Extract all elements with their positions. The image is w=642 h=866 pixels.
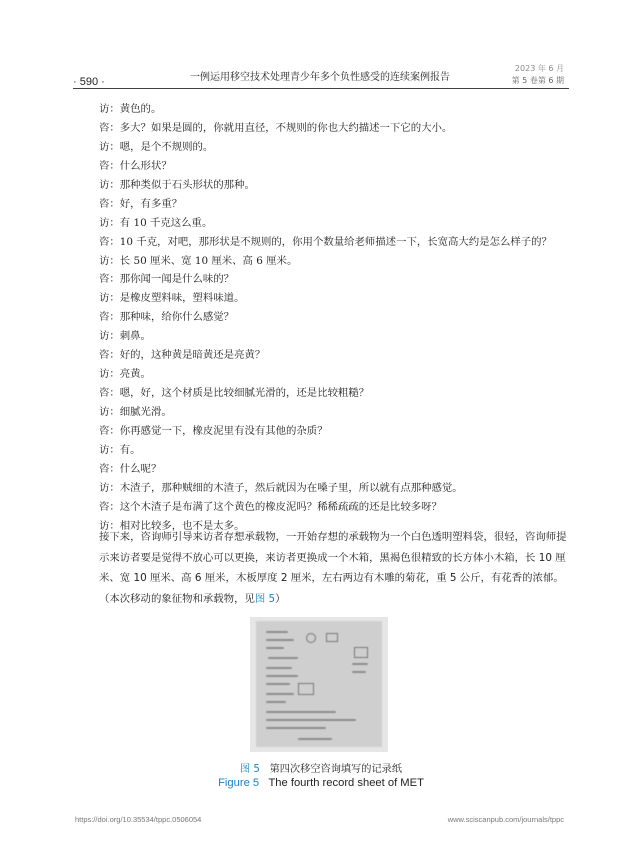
figure-label-cn: 图 5: [239, 764, 260, 775]
dialogue-line: 咨：好的，这种黄是暗黄还是亮黄？: [99, 349, 266, 362]
figure-caption-en-text: The fourth record sheet of MET: [268, 777, 424, 789]
handwriting-line: [266, 693, 294, 695]
sketch-box: [354, 647, 368, 658]
running-title: 一例运用移空技术处理青少年多个负性感受的连续案例报告: [190, 72, 450, 83]
dialogue-line: 咨：什么形状？: [99, 159, 172, 172]
handwriting-line: [266, 701, 286, 703]
dialogue-line: 访：刺鼻。: [99, 330, 151, 343]
dialogue-line: 咨：多大？如果是圆的，你就用直径，不规则的你也大约描述一下它的大小。: [99, 121, 453, 134]
paragraph-end: ）: [275, 592, 286, 605]
handwriting-line: [266, 727, 326, 729]
handwriting-line: [298, 738, 332, 740]
dialogue-line: 访：长 50 厘米、宽 10 厘米、高 6 厘米。: [99, 254, 298, 267]
paragraph-text: 接下来，咨询师引导来访者存想承载物，一开始存想的承载物为一个白色透明塑料袋，很轻，咨询师提示来访者要是觉得不放心可以更换，来访者更换成一个木箱，黑褐色很精致的长方体小木箱，长 10 厘米、宽 10 厘米、高 6 厘米，木板厚度 2 厘米，左右两边有木雕的菊花，重 5 公斤，有花香的浓郁。（本次移动的象征物和承载物，见: [99, 531, 567, 605]
header-divider: [73, 88, 569, 89]
sketch-box: [298, 683, 314, 695]
dialogue-line: 访：有。: [99, 443, 141, 456]
issue-volume: 第 5 卷第 6 期: [511, 76, 564, 85]
dialogue-line: 咨：好，有多重？: [99, 197, 183, 210]
dialogue-line: 访：有 10 千克这么重。: [99, 216, 213, 229]
issue-info: [512, 63, 564, 87]
handwriting-line: [266, 683, 290, 685]
dialogue-line: 访：木渣子，那种贼细的木渣子，然后就因为在嗓子里，所以就有点那种感觉。: [99, 481, 463, 494]
handwriting-line: [266, 631, 288, 633]
dialogue-line: 咨：你再感觉一下，橡皮泥里有没有其他的杂质？: [99, 424, 328, 437]
dialogue-line: 咨：那种味，给你什么感觉？: [99, 311, 235, 324]
page-number: · 590 ·: [73, 76, 105, 88]
dialogue-line: 访：细腻光滑。: [99, 406, 172, 418]
sketch-box: [326, 633, 338, 642]
sketch-circle: [306, 633, 316, 643]
dialogue-line: 访：是橡皮塑料味，塑料味道。: [99, 292, 245, 305]
dialogue-line: 咨：10 千克，对吧，那形状是不规则的，你用个数量给老师描述一下，长宽高大约是怎么样子的？: [99, 235, 552, 248]
handwriting-line: [268, 657, 298, 659]
figure-caption-en: [0, 777, 642, 789]
doi-link[interactable]: https://doi.org/10.35534/tppc.0506054: [75, 815, 202, 824]
dialogue-line: 访：亮黄。: [99, 368, 151, 381]
handwriting-line: [266, 667, 292, 669]
dialogue-line: 咨：那你闻一闻是什么味的？: [99, 273, 235, 286]
handwriting-line: [266, 719, 356, 721]
handwriting-line: [352, 671, 366, 673]
handwriting-line: [266, 639, 294, 641]
dialogue-line: 访：相对比较多，也不是太多。: [99, 519, 245, 532]
dialogue-line: 访：黄色的。: [99, 103, 162, 115]
figure-reference-link[interactable]: 图 5: [254, 592, 276, 605]
dialogue-line: 咨：什么呢？: [99, 462, 162, 475]
figure-label-en: Figure 5: [218, 777, 260, 789]
journal-website-link[interactable]: www.sciscanpub.com/journals/tppc: [447, 815, 564, 824]
handwriting-line: [352, 663, 368, 665]
record-sheet-paper: [256, 621, 382, 747]
dialogue-line: 咨：嗯，好，这个材质是比较细腻光滑的，还是比较粗糙？: [99, 387, 370, 400]
dialogue-line: 访：那种类似于石头形状的那种。: [99, 178, 255, 191]
handwriting-line: [266, 711, 336, 713]
dialogue-transcript: [99, 100, 579, 536]
handwriting-line: [266, 647, 284, 649]
figure-caption-cn: [0, 760, 642, 775]
body-paragraph: [99, 527, 569, 609]
record-sheet-photo: [250, 617, 388, 752]
issue-date: 2023 年 6 月: [514, 64, 564, 73]
figure-caption-cn-text: 第四次移空咨询填写的记录纸: [269, 764, 403, 775]
dialogue-line: 访：嗯，是个不规则的。: [99, 140, 214, 153]
dialogue-line: 咨：这个木渣子是布满了这个黄色的橡皮泥吗？稀稀疏疏的还是比较多呀？: [99, 500, 442, 513]
handwriting-line: [266, 675, 298, 677]
